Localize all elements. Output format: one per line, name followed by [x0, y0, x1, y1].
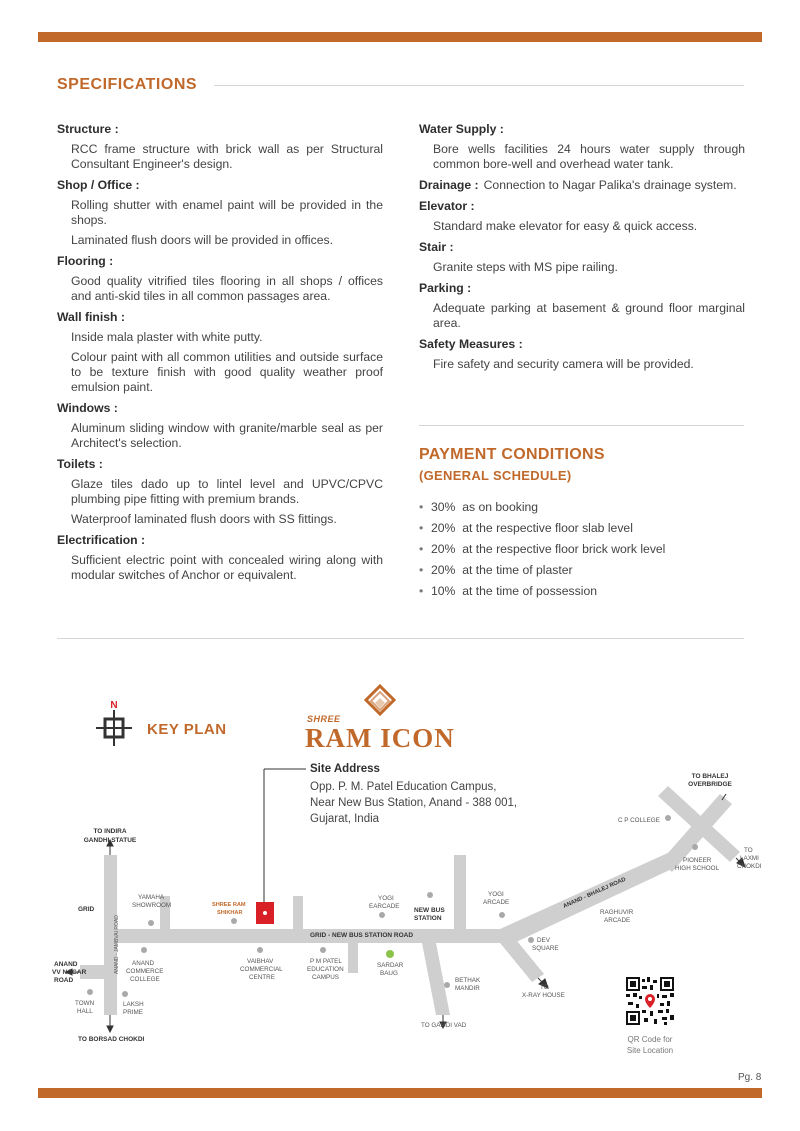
spec-safety-measures — [419, 337, 745, 372]
spec-heading: Windows : — [57, 401, 118, 415]
page-number: Pg. 8 — [738, 1072, 762, 1083]
label-to-bhalej: OVERBRIDGE — [688, 781, 732, 788]
bullet-icon: • — [419, 541, 424, 556]
label-town-hall: TOWN — [75, 1000, 95, 1007]
spec-water-supply — [419, 122, 745, 172]
label-to-laxmi: CHOKDI — [737, 863, 762, 870]
payment-percent: 30% — [431, 499, 456, 514]
spec-heading: Wall finish : — [57, 310, 125, 324]
label-bethak: BETHAK — [455, 977, 481, 984]
side-road — [293, 896, 303, 929]
site-address-heading: Site Address — [310, 763, 380, 775]
label-to-gamdi: TO GAMDI VAD — [421, 1022, 467, 1029]
spec-windows — [57, 401, 383, 451]
payment-text: at the time of possession — [462, 583, 597, 598]
sardar-baug-park — [386, 950, 394, 958]
label-laksh: PRIME — [123, 1009, 143, 1016]
label-anand-vv: ROAD — [54, 977, 74, 984]
label-yamaha: YAMAHA — [138, 894, 165, 901]
label-dev-square: DEV — [537, 937, 550, 944]
spec-text: Fire safety and security camera will be provided. — [433, 357, 694, 371]
spec-heading: Toilets : — [57, 457, 103, 471]
label-new-bus: NEW BUS — [414, 907, 445, 914]
spec-drainage — [419, 178, 745, 193]
label-to-xray: TO — [540, 984, 549, 991]
label-sardar-baug: BAUG — [380, 970, 398, 977]
marker-dot — [263, 911, 267, 915]
logo-name-text: RAM ICON — [305, 723, 455, 753]
spec-heading: Parking : — [419, 281, 472, 295]
road-gamdi-vad — [422, 943, 450, 1015]
label-town-hall: HALL — [77, 1008, 93, 1015]
specifications-title: SPECIFICATIONS — [57, 76, 198, 93]
site-address-line: Near New Bus Station, Anand - 388 001, — [310, 797, 518, 809]
label-bethak: MANDIR — [455, 985, 480, 992]
spec-parking — [419, 281, 745, 331]
bullet-icon: • — [419, 562, 424, 577]
bullet-icon: • — [419, 583, 424, 598]
spec-heading: Electrification : — [57, 533, 146, 547]
spec-heading: Safety Measures : — [419, 337, 523, 351]
label-laksh: LAKSH — [123, 1001, 144, 1008]
payment-percent: 20% — [431, 562, 456, 577]
label-pm-patel: CAMPUS — [312, 974, 339, 981]
label-raghuvir: RAGHUVIR — [600, 909, 634, 916]
label-to-bhalej: TO BHALEJ — [691, 773, 729, 780]
label-grid: GRID — [78, 906, 95, 913]
qr-code-image — [626, 977, 674, 1025]
payment-text: at the time of plaster — [462, 562, 573, 577]
label-shree-ram: SHIKHAR — [217, 910, 243, 916]
label-to-laxmi: LAXMI — [740, 855, 759, 862]
top-accent-bar — [38, 32, 762, 42]
specifications-left-column — [57, 122, 383, 589]
label-dev-square: SQUARE — [532, 945, 559, 952]
spec-toilets — [57, 457, 383, 527]
payment-text: at the respective floor slab level — [462, 520, 633, 535]
label-anand-jambvai: ANAND - JAMBVAI ROAD — [114, 915, 120, 974]
payment-item — [419, 517, 665, 538]
label-vaibhav: COMMERCIAL — [240, 966, 283, 973]
spec-heading: Flooring : — [57, 254, 114, 268]
spec-text: Bore wells facilities 24 hours water supply through common bore-well and overhead water tank. — [433, 142, 745, 171]
compass-label: N — [110, 700, 118, 711]
label-cp-college: C P COLLEGE — [618, 817, 660, 824]
spec-text: Waterproof laminated flush doors with SS fittings. — [71, 512, 337, 526]
spec-text: Rolling shutter with enamel paint will be provided in the shops. — [71, 198, 383, 227]
payment-text: at the respective floor brick work level — [462, 541, 666, 556]
label-grid-road: GRID - NEW BUS STATION ROAD — [310, 932, 414, 939]
side-road — [348, 943, 358, 973]
payment-percent: 20% — [431, 520, 456, 535]
label-to-indira: TO INDIRA — [93, 828, 127, 835]
payment-text: as on booking — [462, 499, 539, 514]
payment-percent: 20% — [431, 541, 456, 556]
spec-text: RCC frame structure with brick wall as per Structural Consultant Engineer's design. — [71, 142, 383, 171]
spec-text: Laminated flush doors will be provided in offices. — [71, 233, 333, 247]
spec-heading: Shop / Office : — [57, 178, 140, 192]
key-plan-title: KEY PLAN — [147, 721, 227, 738]
label-pioneer: PIONEER — [683, 857, 712, 864]
specifications-right-column — [419, 122, 745, 378]
label-pm-patel: P M PATEL — [310, 958, 342, 965]
label-new-bus: STATION — [414, 915, 442, 922]
label-shree-ram: SHREE RAM — [212, 902, 246, 908]
section-divider — [57, 638, 744, 639]
spec-stair — [419, 240, 745, 275]
bullet-icon: • — [419, 520, 424, 535]
payment-item — [419, 559, 665, 580]
label-vaibhav: VAIBHAV — [247, 958, 274, 965]
logo-shree-text: SHREE — [307, 714, 341, 724]
label-to-laxmi: TO — [744, 847, 753, 854]
bottom-accent-bar — [38, 1088, 762, 1098]
label-raghuvir: ARCADE — [604, 917, 631, 924]
qr-caption-line: QR Code for — [627, 1035, 673, 1044]
spec-text: Good quality vitrified tiles flooring in all shops / offices and anti-skid tiles in all common passages area. — [71, 274, 383, 303]
label-anand-vv: VV NAGAR — [52, 969, 87, 976]
label-anand-vv: ANAND — [54, 961, 78, 968]
spec-text: Glaze tiles dado up to lintel level and UPVC/CPVC plumbing pipe fitting with premium brands. — [71, 477, 383, 506]
qr-caption — [608, 1034, 692, 1056]
road-grid-new-bus-station — [104, 929, 514, 943]
spec-elevator — [419, 199, 745, 234]
spec-text: Aluminum sliding window with granite/marble seal as per Architect's selection. — [71, 421, 383, 450]
spec-text: Granite steps with MS pipe railing. — [433, 260, 618, 274]
label-bhalej-road: ANAND - BHALEJ ROAD — [562, 876, 627, 910]
title-divider — [214, 85, 744, 86]
spec-wall-finish — [57, 310, 383, 395]
label-anand-commerce: COMMERCE — [126, 968, 164, 975]
label-to-xray: X-RAY HOUSE — [522, 992, 565, 999]
spec-heading: Drainage : — [419, 178, 479, 192]
spec-heading: Structure : — [57, 122, 119, 136]
label-to-indira: GANDHI STATUE — [83, 837, 137, 844]
label-yamaha: SHOWROOM — [132, 902, 172, 909]
label-anand-commerce: ANAND — [132, 960, 155, 967]
spec-text: Standard make elevator for easy & quick access. — [433, 219, 698, 233]
site-address-line: Gujarat, India — [310, 813, 380, 825]
label-anand-commerce: COLLEGE — [130, 976, 160, 983]
qr-caption-line: Site Location — [626, 1046, 674, 1055]
spec-structure — [57, 122, 383, 172]
spec-text: Adequate parking at basement & ground floor marginal area. — [433, 301, 745, 330]
spec-text: Inside mala plaster with white putty. — [71, 330, 263, 344]
label-pioneer: HIGH SCHOOL — [675, 865, 720, 872]
label-to-borsad: TO BORSAD CHOKDI — [78, 1036, 145, 1043]
spec-text: Colour paint with all common utilities and outside surface to be texture finish with good quality weather proof emulsion paint. — [71, 350, 383, 394]
spec-text: Connection to Nagar Palika's drainage system. — [483, 178, 737, 192]
label-yogi-earcade: YOGI — [378, 895, 394, 902]
bullet-icon: • — [419, 499, 424, 514]
road-new-bus-station — [454, 855, 466, 929]
payment-divider — [419, 425, 744, 426]
payment-list — [419, 496, 665, 601]
north-compass-icon — [96, 698, 132, 748]
payment-item — [419, 580, 665, 601]
label-vaibhav: CENTRE — [249, 974, 275, 981]
spec-heading: Water Supply : — [419, 122, 504, 136]
label-yogi-arcade: ARCADE — [483, 899, 510, 906]
payment-item — [419, 538, 665, 559]
spec-shop-office — [57, 178, 383, 248]
label-yogi-arcade: YOGI — [488, 891, 504, 898]
label-sardar-baug: SARDAR — [377, 962, 404, 969]
spec-heading: Stair : — [419, 240, 454, 254]
site-address-line: Opp. P. M. Patel Education Campus, — [310, 781, 497, 793]
spec-electrification — [57, 533, 383, 583]
label-pm-patel: EDUCATION — [307, 966, 344, 973]
label-yogi-earcade: EARCADE — [369, 903, 400, 910]
payment-percent: 10% — [431, 583, 456, 598]
payment-item — [419, 496, 665, 517]
spec-flooring — [57, 254, 383, 304]
payment-title: PAYMENT CONDITIONS — [419, 446, 605, 463]
spec-text: Sufficient electric point with concealed wiring along with modular switches of Anchor or equivalent. — [71, 553, 383, 582]
payment-subtitle: (GENERAL SCHEDULE) — [419, 468, 572, 483]
spec-heading: Elevator : — [419, 199, 475, 213]
